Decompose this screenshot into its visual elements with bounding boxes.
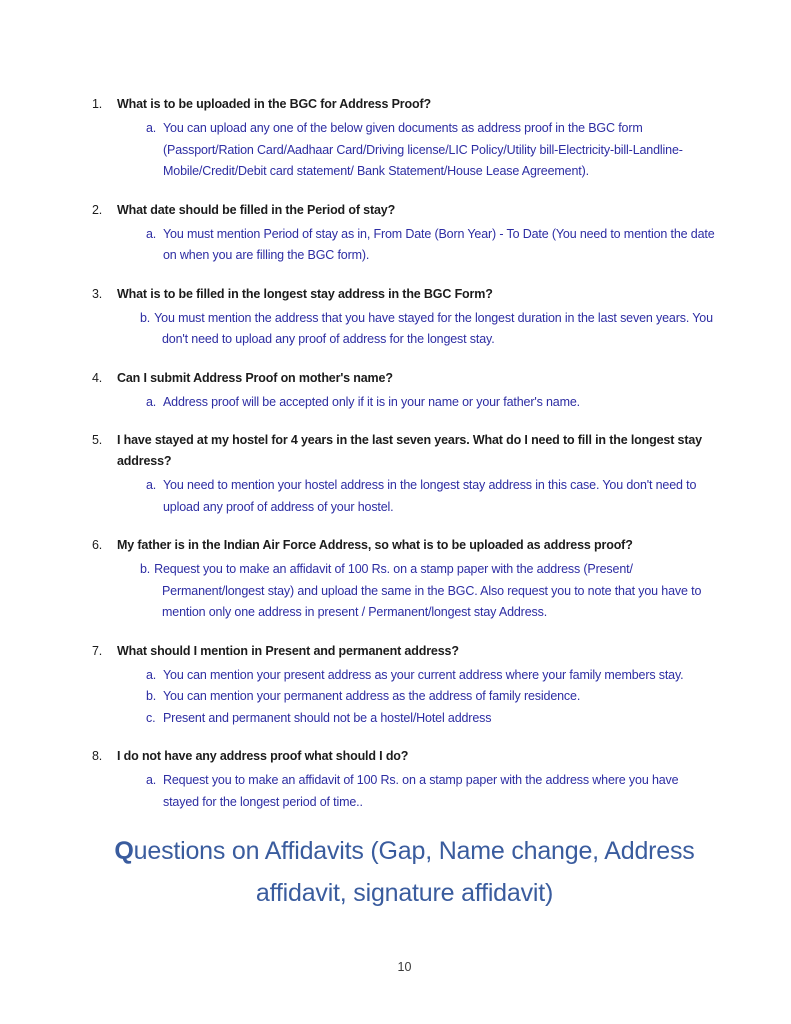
question-text: What is to be filled in the longest stay address in the BGC Form? xyxy=(117,286,493,301)
faq-item-7 xyxy=(92,641,717,730)
faq-item-4 xyxy=(92,368,717,414)
question-text: Can I submit Address Proof on mother's name? xyxy=(117,370,393,385)
answer-block xyxy=(92,665,717,730)
question-number: 6. xyxy=(92,538,103,552)
answer-item xyxy=(146,708,717,730)
answer-text: You can mention your permanent address as the address of family residence. xyxy=(163,689,581,703)
answer-item xyxy=(146,770,717,813)
question-row xyxy=(92,535,717,556)
question-number: 8. xyxy=(92,749,103,763)
question-number: 5. xyxy=(92,433,103,447)
question-number: 3. xyxy=(92,286,103,301)
question-row xyxy=(92,746,717,767)
question-row xyxy=(92,368,717,389)
question-text: What is to be uploaded in the BGC for Address Proof? xyxy=(117,97,431,111)
faq-item-5 xyxy=(92,430,717,518)
answer-item xyxy=(92,308,717,351)
answer-item xyxy=(146,224,717,267)
question-row xyxy=(92,200,717,221)
question-number: 4. xyxy=(92,370,103,385)
section-heading-initial: Q xyxy=(114,837,134,865)
answer-text: You can mention your present address as your current address where your family members stay. xyxy=(163,667,684,682)
answer-marker: a. xyxy=(146,394,157,409)
question-number: 1. xyxy=(92,97,103,111)
answer-block xyxy=(92,770,717,813)
page-number: 10 xyxy=(397,960,412,974)
question-row xyxy=(92,94,717,115)
answer-text: You must mention the address that you have stayed for the longest duration in the last seven years. You don't need to upload any proof of address for the longest stay. xyxy=(154,310,713,346)
answer-item xyxy=(146,475,717,518)
question-text: My father is in the Indian Air Force Address, so what is to be uploaded as address proof? xyxy=(117,538,633,552)
answer-block xyxy=(92,475,717,518)
question-text: I do not have any address proof what should I do? xyxy=(117,749,409,763)
answer-text: You need to mention your hostel address in the longest stay address in this case. You don't need to upload any proof of address of your hostel. xyxy=(163,478,697,514)
question-number: 2. xyxy=(92,202,103,217)
answer-marker: b. xyxy=(140,562,151,576)
question-row xyxy=(92,641,717,662)
section-heading xyxy=(92,830,717,914)
section-heading-line2: affidavit, signature affidavit) xyxy=(255,879,554,907)
answer-text: Present and permanent should not be a hostel/Hotel address xyxy=(163,710,492,725)
faq-item-6 xyxy=(92,535,717,624)
answer-block xyxy=(92,224,717,267)
question-row xyxy=(92,284,717,305)
faq-item-1 xyxy=(92,94,717,183)
answer-item xyxy=(146,686,717,708)
answer-item xyxy=(146,665,717,687)
faq-item-8 xyxy=(92,746,717,813)
answer-marker: a. xyxy=(146,478,157,492)
answer-text: You can upload any one of the below given documents as address proof in the BGC form (Passport/Ration Card/Aadhaar Card/Driving license/LIC Policy/Utility bill-Electricity-bill-Landline-Mobile/Credit/Debit card statement/ Bank Statement/House Lease Agreement). xyxy=(163,121,683,178)
question-text: I have stayed at my hostel for 4 years in the last seven years. What do I need to fill in the longest stay address? xyxy=(117,433,702,468)
answer-item xyxy=(92,559,717,624)
answer-item xyxy=(146,118,717,183)
answer-text: You must mention Period of stay as in, From Date (Born Year) - To Date (You need to mention the date on when you are filling the BGC form). xyxy=(163,226,715,262)
section-heading-line1-text: uestions on Affidavits (Gap, Name change, Address xyxy=(133,837,695,865)
answer-text: Request you to make an affidavit of 100 Rs. on a stamp paper with the address (Present/ Permanent/longest stay) and upload the same in the BGC. Also request you to note that you have to mention only one address in present / Permanent/longest stay Address. xyxy=(154,562,702,619)
question-row xyxy=(92,430,717,472)
answer-marker: a. xyxy=(146,226,157,241)
answer-marker: b. xyxy=(146,689,157,703)
question-number: 7. xyxy=(92,643,103,658)
answer-text: Address proof will be accepted only if it is in your name or your father's name. xyxy=(163,394,580,409)
faq-item-3 xyxy=(92,284,717,351)
answer-marker: c. xyxy=(146,710,156,725)
section-heading-line1 xyxy=(92,830,717,872)
answer-marker: a. xyxy=(146,121,157,135)
question-text: What date should be filled in the Period of stay? xyxy=(117,202,396,217)
answer-marker: b. xyxy=(140,310,151,325)
faq-item-2 xyxy=(92,200,717,267)
answer-block xyxy=(92,392,717,414)
answer-text: Request you to make an affidavit of 100 Rs. on a stamp paper with the address where you have stayed for the longest period of time.. xyxy=(163,773,679,809)
answer-marker: a. xyxy=(146,667,157,682)
answer-block xyxy=(92,559,717,624)
answer-block xyxy=(92,308,717,351)
answer-item xyxy=(146,392,717,414)
answer-block xyxy=(92,118,717,183)
question-text: What should I mention in Present and permanent address? xyxy=(117,643,459,658)
answer-marker: a. xyxy=(146,773,157,787)
